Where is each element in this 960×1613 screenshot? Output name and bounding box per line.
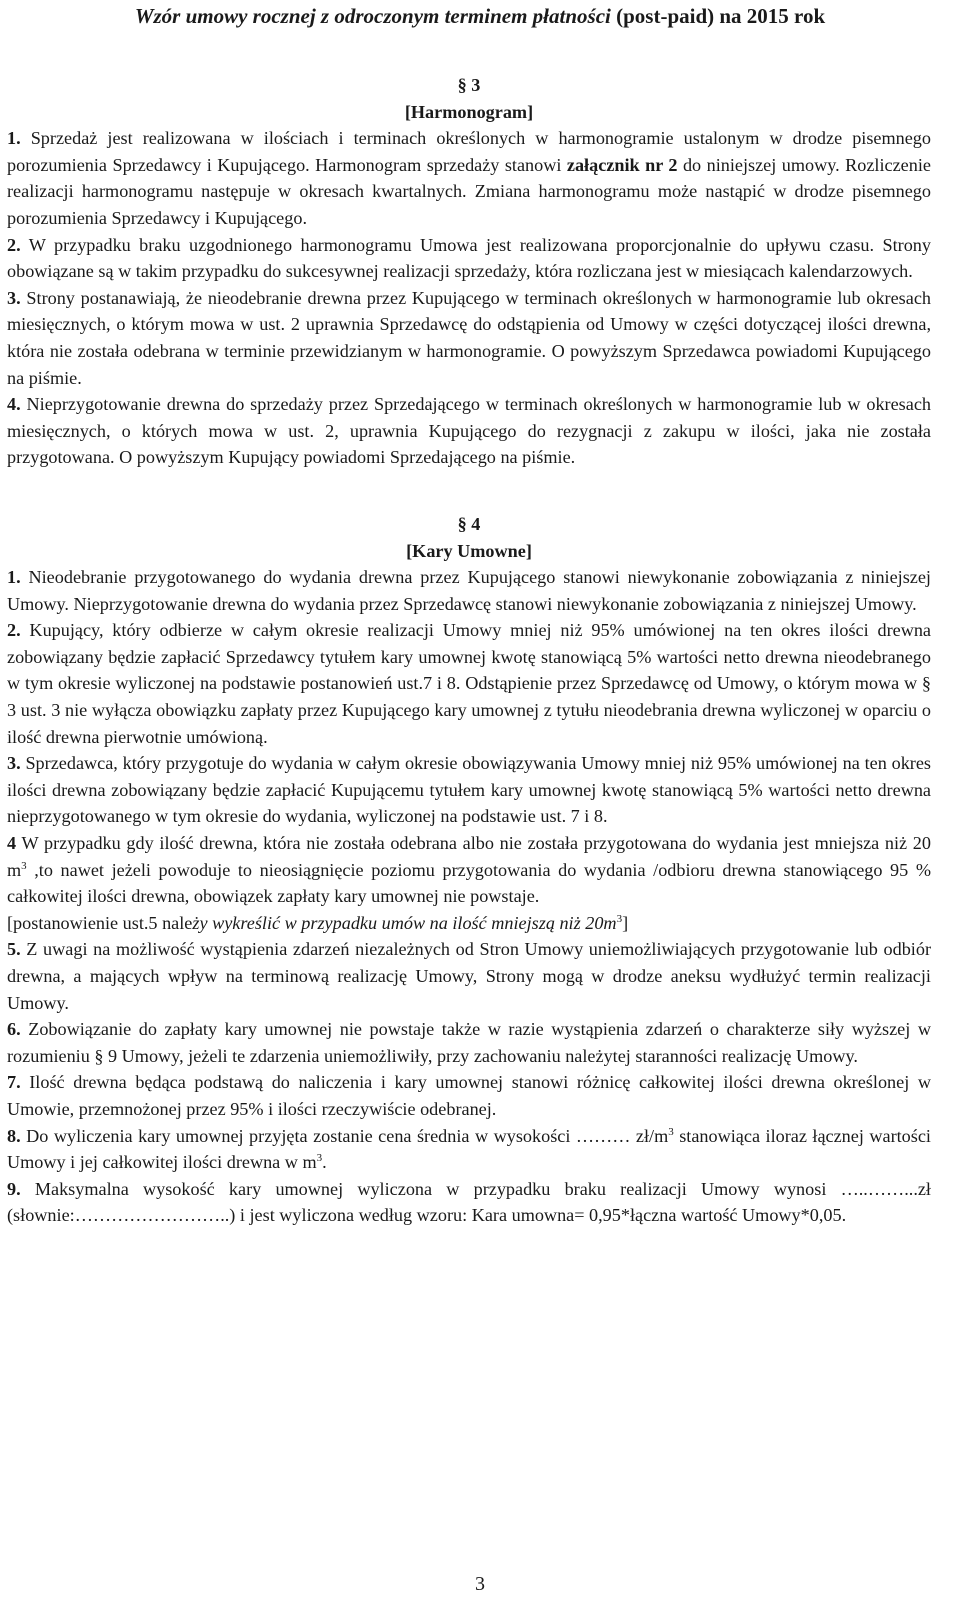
page-number: 3 [475,1573,485,1595]
superscript: 3 [316,1152,323,1165]
section-4-paragraph-2 [7,617,931,750]
document-body [7,72,931,1229]
section-4-paragraph-6 [7,1016,931,1069]
header-title-plain: (post-paid) na 2015 rok [616,4,826,28]
paragraph-text: . [322,1152,327,1173]
paragraph-text: Maksymalna wysokość kary umownej wyliczona w przypadku braku realizacji Umowy wynosi …..……...zł (słownie:……………………..) i jest wyliczona według wzoru: Kara umowna= 0,95*łączna wartość Umowy*0,05. [7,1178,931,1226]
paragraph-text: Nieodebranie przygotowanego do wydania drewna przez Kupującego stanowi niewykonanie zobowiązania z niniejszej Umowy. Nieprzygotowanie drewna do wydania przez Sprzedawcę stanowi niewykonanie zobowiązania z niniejszej Umowy. [7,567,931,614]
paragraph-text: Kupujący, który odbierze w całym okresie realizacji Umowy mniej niż 95% umówionej na ten okres ilości drewna zobowiązany będzie zapłacić Sprzedawcy tytułem kary umownej kwotę stanowiącą 5% wartości netto drewna nieodebranego w tym okresie wyliczonej na podstawie postanowień ust.7 i 8. Odstąpienie przez Sprzedawcę od Umowy, o którym mowa w § 3 ust. 3 nie wyłącza obowiązku zapłaty przez Kupującego kary umownej z tytułu nieodebrania drewna wyliczonej w oparciu o ilość drewna pierwotnie umówioną. [7,620,931,747]
paragraph-text: stanowiąca iloraz łącznej wartości Umowy i jej całkowitej ilości drewna w m [7,1125,931,1173]
paragraph-number: 5. [7,939,21,960]
paragraph-text: Sprzedawca, który przygotuje do wydania w całym okresie obowiązywania Umowy mniej niż 95% umówionej na ten okres ilości drewna zobowiązany będzie zapłacić Kupującemu tytułem kary umownej kwotę stanowiącą 5% wartości netto drewna nieprzygotowanego w tym okresie do wydania, wyliczonej na podstawie ust. 7 i 8. [7,753,931,827]
section-spacer [7,471,931,511]
section-3-paragraph-4 [7,391,931,471]
paragraph-number: 1. [7,128,21,149]
section-4-paragraph-3 [7,750,931,830]
paragraph-text: W przypadku braku uzgodnionego harmonogramu Umowa jest realizowana proporcjonalnie do upływu czasu. Strony obowiązane są w takim przypadku do sukcesywnej realizacji sprzedaży, która rozliczana jest w miesiącach kalendarzowych. [7,234,931,282]
paragraph-text: Nieprzygotowanie drewna do sprzedaży przez Sprzedającego w terminach określonych w harmonogramie lub w okresach miesięcznych, o których mowa w ust. 2, uprawnia Kupującego do rezygnacji z zakupu w ilości, jaka nie została przygotowana. O powyższym Kupujący powiadomi Sprzedającego na piśmie. [7,394,931,468]
paragraph-number: 2. [7,620,21,641]
paragraph-number: 6. [7,1019,21,1040]
note-italic-text: ży wykreślić w przypadku umów na ilość mniejszą niż 20m [192,912,617,933]
paragraph-number: 4. [7,394,21,415]
section-3-number: § 3 [457,75,481,95]
paragraph-number: 1. [7,567,21,588]
section-3-paragraph-2 [7,232,931,285]
superscript: 3 [21,859,27,872]
section-3-paragraph-1 [7,125,931,231]
paragraph-text: Strony postanawiają, że nieodebranie drewna przez Kupującego w terminach określonych w harmonogramie lub okresach miesięcznych, o którym mowa w ust. 2 uprawnia Sprzedawcę do odstąpienia od Umowy w części dotyczącej ilości drewna, która nie została odebrana w terminie przewidzianym w harmonogramie. O powyższym Sprzedawca powiadomi Kupującego na piśmie. [7,287,931,388]
section-4-paragraph-1 [7,564,931,617]
paragraph-text: Z uwagi na możliwość wystąpienia zdarzeń niezależnych od Stron Umowy uniemożliwiających przygotowanie lub odbiór drewna, a mających wpływ na terminową realizację Umowy, Strony mogą w drodze aneksu wydłużyć termin realizacji Umowy. [7,939,931,1013]
section-4-paragraph-8 [7,1123,931,1176]
paragraph-text: Sprzedaż jest realizowana w ilościach i terminach określonych w harmonogramie ustalonym w drodze pisemnego porozumienia Sprzedawcy i Kupującego. Harmonogram sprzedaży stanowi [7,128,931,175]
note-end: ] [622,912,629,933]
paragraph-number: 3. [7,287,21,308]
paragraph-bold-text: załącznik nr 2 [566,154,678,175]
section-4-paragraph-4 [7,830,931,910]
paragraph-number: 3. [7,753,21,774]
paragraph-text: do niniejszej umowy. Rozliczenie realizacji harmonogramu następuje w okresach kwartalnych. Zmiana harmonogramu może nastąpić w drodze pisemnego porozumienia Sprzedawcy i Kupującego. [7,154,931,228]
paragraph-number: 4 [7,833,17,854]
section-4-number: § 4 [457,513,481,534]
section-4-paragraph-9 [7,1176,931,1229]
section-4-title: [Kary Umowne] [406,540,532,561]
paragraph-text: Zobowiązanie do zapłaty kary umownej nie powstaje także w razie wystąpienia zdarzeń o charakterze siły wyższej w rozumieniu § 9 Umowy, jeżeli te zdarzenia uniemożliwiły, przy zachowaniu należytej staranności realizację Umowy. [7,1019,931,1066]
superscript: 3 [616,912,623,925]
paragraph-number: 2. [7,234,21,255]
document-header [0,2,960,30]
section-4-note [7,910,931,937]
section-3-paragraph-3 [7,285,931,391]
paragraph-text: W przypadku gdy ilość drewna, która nie została odebrana albo nie została przygotowana do wydania jest mniejsza niż 20 m [7,833,931,880]
paragraph-number: 9. [7,1178,21,1199]
header-title-italic: Wzór umowy rocznej z odroczonym terminem płatności [134,4,617,28]
superscript: 3 [668,1125,674,1138]
paragraph-text: Ilość drewna będąca podstawą do naliczenia i kary umownej stanowi różnicę całkowitej ilości drewna określonej w Umowie, przemnożonej przez 95% i ilości rzeczywiście odebranej. [7,1072,931,1119]
paragraph-text: ,to nawet jeżeli powoduje to nieosiągnięcie poziomu przygotowania do wydania /odbioru drewna stanowiącego 95 % całkowitej ilości drewna, obowiązek zapłaty kary umownej nie powstaje. [7,859,931,907]
section-4-paragraph-5 [7,936,931,1016]
section-4-paragraph-7 [7,1069,931,1122]
paragraph-number: 7. [7,1072,21,1093]
section-3-title: [Harmonogram] [404,101,534,122]
paragraph-text: Do wyliczenia kary umownej przyjęta zostanie cena średnia w wysokości ……… zł/m [20,1125,669,1146]
paragraph-number: 8. [7,1125,21,1146]
note-text: [postanowienie ust.5 nale [7,912,193,933]
